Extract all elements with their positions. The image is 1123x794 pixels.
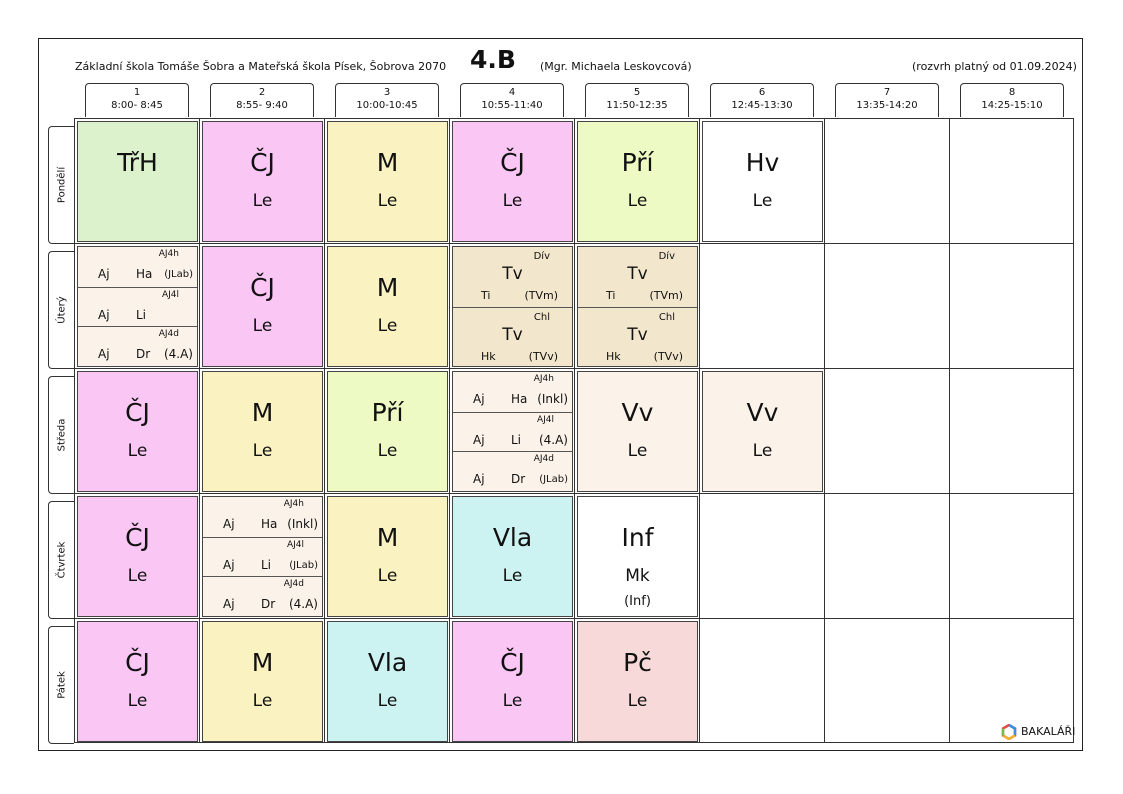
lesson-subject: TřH [117, 148, 158, 177]
grid-line [574, 118, 575, 743]
lesson-mon-3[interactable] [327, 121, 448, 242]
lesson-group [78, 326, 197, 366]
group-code: AJ4d [283, 579, 304, 589]
group-subject: Aj [223, 517, 235, 531]
lesson-teacher: Le [377, 691, 398, 711]
group-subject: Aj [473, 392, 485, 406]
period-header-6: 6 12:45-13:30 [710, 83, 814, 117]
day-label-monday: Pondělí [48, 126, 74, 244]
lesson-subject: M [376, 273, 399, 302]
group-subject: Aj [473, 472, 485, 486]
bakalari-logo-text: BAKALÁŘI [1021, 725, 1076, 738]
group-room: (TVv) [528, 350, 558, 363]
lesson-teacher: Le [252, 316, 273, 336]
lesson-teacher: Le [752, 441, 773, 461]
day-label-wednesday: Středa [48, 376, 74, 494]
day-label-friday: Pátek [48, 626, 74, 744]
lesson-subject: Pří [371, 398, 404, 427]
lesson-subject: ČJ [250, 148, 275, 177]
lesson-mon-5[interactable] [577, 121, 698, 242]
lesson-fri-1[interactable] [77, 621, 198, 742]
lesson-subject: Pří [621, 148, 654, 177]
lesson-thu-2[interactable] [202, 496, 323, 617]
validity-date: (rozvrh platný od 01.09.2024) [912, 60, 1077, 73]
lesson-subject: ČJ [250, 273, 275, 302]
group-code: Chl [658, 312, 675, 323]
lesson-teacher: Le [252, 691, 273, 711]
period-header-4: 4 10:55-11:40 [460, 83, 564, 117]
period-header-8: 8 14:25-15:10 [960, 83, 1064, 117]
group-room: (4.A) [288, 597, 318, 611]
group-subject: Aj [98, 347, 110, 361]
lesson-subject: M [251, 398, 274, 427]
group-code: AJ4h [283, 499, 304, 509]
lesson-wed-2[interactable] [202, 371, 323, 492]
group-subject: Aj [223, 597, 235, 611]
lesson-group [453, 307, 572, 367]
lesson-wed-3[interactable] [327, 371, 448, 492]
lesson-subject: Vv [746, 398, 779, 427]
lesson-tue-2[interactable] [202, 246, 323, 367]
group-room: (JLab) [164, 269, 193, 280]
lesson-teacher: Mk [625, 566, 650, 586]
lesson-teacher: Le [252, 191, 273, 211]
lesson-teacher: Le [127, 441, 148, 461]
lesson-group [203, 537, 322, 577]
period-header-1: 1 8:00- 8:45 [85, 83, 189, 117]
grid-line [74, 493, 1074, 494]
group-room: (JLab) [539, 474, 568, 485]
grid-line [74, 368, 1074, 369]
school-name: Základní škola Tomáše Šobra a Mateřská škola Písek, Šobrova 2070 [75, 60, 447, 73]
group-code: Chl [533, 312, 550, 323]
group-code: AJ4l [286, 540, 304, 550]
lesson-wed-5[interactable] [577, 371, 698, 492]
lesson-group [203, 497, 322, 537]
grid-line [949, 118, 950, 743]
lesson-fri-5[interactable] [577, 621, 698, 742]
group-subject: Aj [98, 308, 110, 322]
lesson-tue-5[interactable] [577, 246, 698, 367]
lesson-thu-4[interactable] [452, 496, 573, 617]
lesson-subject: Vv [621, 398, 654, 427]
day-label-thursday: Čtvrtek [48, 501, 74, 619]
group-code: Dív [533, 251, 550, 262]
lesson-subject: ČJ [500, 148, 525, 177]
grid-line [199, 118, 200, 743]
group-code: AJ4l [161, 290, 179, 300]
group-teacher: Ha [511, 392, 528, 406]
grid-line [74, 618, 1074, 619]
group-room: (TVv) [653, 350, 683, 363]
group-room: (TVm) [649, 289, 683, 302]
group-code: AJ4h [158, 249, 179, 259]
group-teacher: Dr [136, 347, 151, 361]
group-room: (4.A) [163, 347, 193, 361]
group-subject: Tv [627, 325, 648, 345]
group-room: (TVm) [524, 289, 558, 302]
lesson-thu-5[interactable] [577, 496, 698, 617]
class-teacher: (Mgr. Michaela Leskovcová) [540, 60, 692, 73]
lesson-teacher: Le [502, 566, 523, 586]
period-header-2: 2 8:55- 9:40 [210, 83, 314, 117]
grid-line [699, 118, 700, 743]
lesson-room: (Inf) [624, 594, 651, 609]
group-subject: Tv [502, 325, 523, 345]
lesson-thu-1[interactable] [77, 496, 198, 617]
lesson-subject: Vla [492, 523, 533, 552]
lesson-teacher: Le [627, 691, 648, 711]
lesson-teacher: Le [502, 191, 523, 211]
lesson-teacher: Le [377, 566, 398, 586]
group-teacher: Li [511, 433, 522, 447]
group-subject: Aj [98, 267, 110, 281]
group-room: (Inkl) [537, 392, 568, 406]
lesson-subject: M [251, 648, 274, 677]
lesson-mon-4[interactable] [452, 121, 573, 242]
lesson-fri-3[interactable] [327, 621, 448, 742]
period-header-3: 3 10:00-10:45 [335, 83, 439, 117]
lesson-subject: ČJ [500, 648, 525, 677]
group-room: (Inkl) [287, 517, 318, 531]
lesson-mon-6[interactable] [702, 121, 823, 242]
lesson-teacher: Le [752, 191, 773, 211]
lesson-subject: Hv [745, 148, 780, 177]
grid-line [324, 118, 325, 743]
grid-line [824, 118, 825, 743]
group-teacher: Dr [261, 597, 276, 611]
bakalari-logo-icon [1001, 724, 1017, 740]
lesson-fri-2[interactable] [202, 621, 323, 742]
group-subject: Tv [627, 264, 648, 284]
group-room: (JLab) [289, 560, 318, 571]
group-teacher: Ha [261, 517, 278, 531]
lesson-teacher: Le [502, 691, 523, 711]
group-code: AJ4d [158, 329, 179, 339]
lesson-tue-3[interactable] [327, 246, 448, 367]
group-teacher: Li [261, 558, 272, 572]
lesson-group [578, 247, 697, 307]
grid-line [449, 118, 450, 743]
group-subject: Aj [223, 558, 235, 572]
lesson-group [453, 247, 572, 307]
lesson-thu-3[interactable] [327, 496, 448, 617]
lesson-teacher: Le [627, 441, 648, 461]
period-header-7: 7 13:35-14:20 [835, 83, 939, 117]
lesson-wed-4[interactable] [452, 371, 573, 492]
lesson-teacher: Le [127, 691, 148, 711]
lesson-subject: Inf [621, 523, 654, 552]
group-code: Dív [658, 251, 675, 262]
lesson-mon-2[interactable] [202, 121, 323, 242]
group-teacher: Ti [481, 289, 491, 302]
group-code: AJ4d [533, 454, 554, 464]
lesson-fri-4[interactable] [452, 621, 573, 742]
lesson-tue-1[interactable] [77, 246, 198, 367]
day-label-tuesday: Úterý [48, 251, 74, 369]
lesson-subject: M [376, 523, 399, 552]
group-room: (4.A) [538, 433, 568, 447]
lesson-teacher: Le [377, 316, 398, 336]
period-header-5: 5 11:50-12:35 [585, 83, 689, 117]
group-subject: Tv [502, 264, 523, 284]
lesson-mon-1[interactable] [77, 121, 198, 242]
lesson-teacher: Le [127, 566, 148, 586]
group-teacher: Ti [606, 289, 616, 302]
lesson-teacher: Le [627, 191, 648, 211]
group-teacher: Li [136, 308, 147, 322]
lesson-subject: ČJ [125, 648, 150, 677]
lesson-group [78, 287, 197, 327]
lesson-teacher: Le [377, 191, 398, 211]
lesson-group [78, 247, 197, 287]
lesson-subject: Pč [623, 648, 652, 677]
lesson-teacher: Le [377, 441, 398, 461]
lesson-teacher: Le [252, 441, 273, 461]
group-teacher: Ha [136, 267, 153, 281]
lesson-group [453, 412, 572, 452]
lesson-wed-6[interactable] [702, 371, 823, 492]
lesson-subject: ČJ [125, 398, 150, 427]
group-teacher: Dr [511, 472, 526, 486]
lesson-tue-4[interactable] [452, 246, 573, 367]
lesson-wed-1[interactable] [77, 371, 198, 492]
class-name: 4.B [470, 45, 516, 74]
group-teacher: Hk [481, 350, 496, 363]
grid-line [74, 243, 1074, 244]
group-code: AJ4h [533, 374, 554, 384]
lesson-subject: M [376, 148, 399, 177]
group-subject: Aj [473, 433, 485, 447]
group-teacher: Hk [606, 350, 621, 363]
lesson-group [453, 372, 572, 412]
lesson-subject: Vla [367, 648, 408, 677]
lesson-subject: ČJ [125, 523, 150, 552]
lesson-group [578, 307, 697, 367]
group-code: AJ4l [536, 415, 554, 425]
lesson-group [453, 451, 572, 491]
lesson-group [203, 576, 322, 616]
